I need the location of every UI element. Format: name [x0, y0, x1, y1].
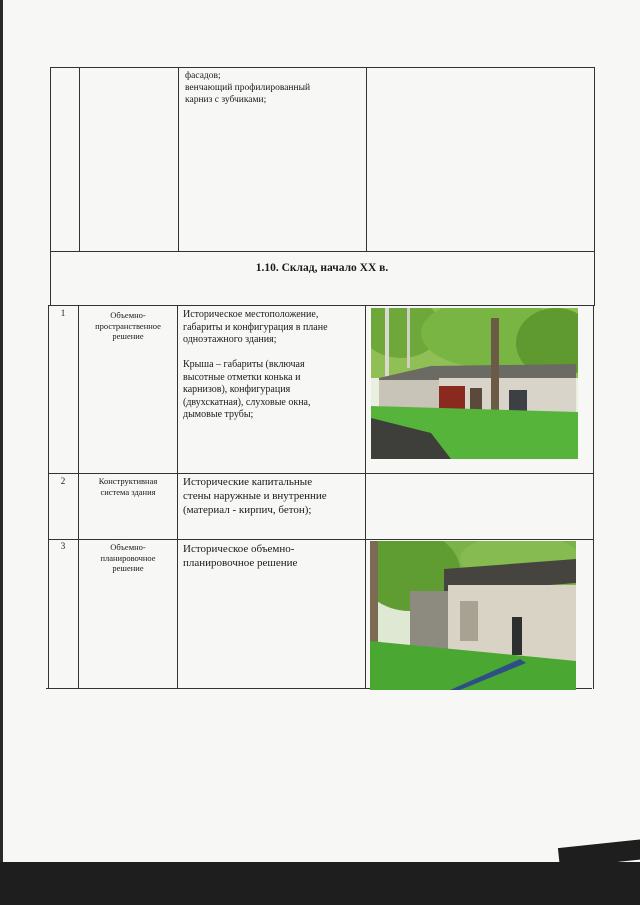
- scan-bottom-edge: [0, 862, 640, 905]
- row-2-text: Исторические капитальные стены наружные и внутренние (материал - кирпич, бетон);: [183, 476, 327, 516]
- row-2-number: 2: [60, 476, 66, 486]
- row-3-text: Историческое объемно- планировочное решение: [183, 543, 298, 569]
- row-1-name: Объемно- пространственное решение: [95, 310, 161, 341]
- scan-left-edge: [0, 0, 3, 905]
- row-1-number: 1: [60, 308, 66, 318]
- warehouse-photo-2: [370, 541, 576, 690]
- row-2-name: Конструктивная система здания: [98, 476, 158, 497]
- warehouse-photo-1: [371, 308, 578, 459]
- row-3-name: Объемно- планировочное решение: [100, 542, 156, 573]
- row-3-number: 3: [60, 541, 66, 551]
- section-title: 1.10. Склад, начало XX в.: [255, 262, 389, 274]
- row-top-text: фасадов; венчающий профилированный карниз с зубчиками;: [185, 71, 311, 105]
- row-1-text: Историческое местоположение, габариты и конфигурация в плане одноэтажного здания; Крыша – габариты (включая высотные отметки конька и карнизов), конфигурация (двухскатная), слуховые окна, дымовые трубы;: [183, 309, 328, 420]
